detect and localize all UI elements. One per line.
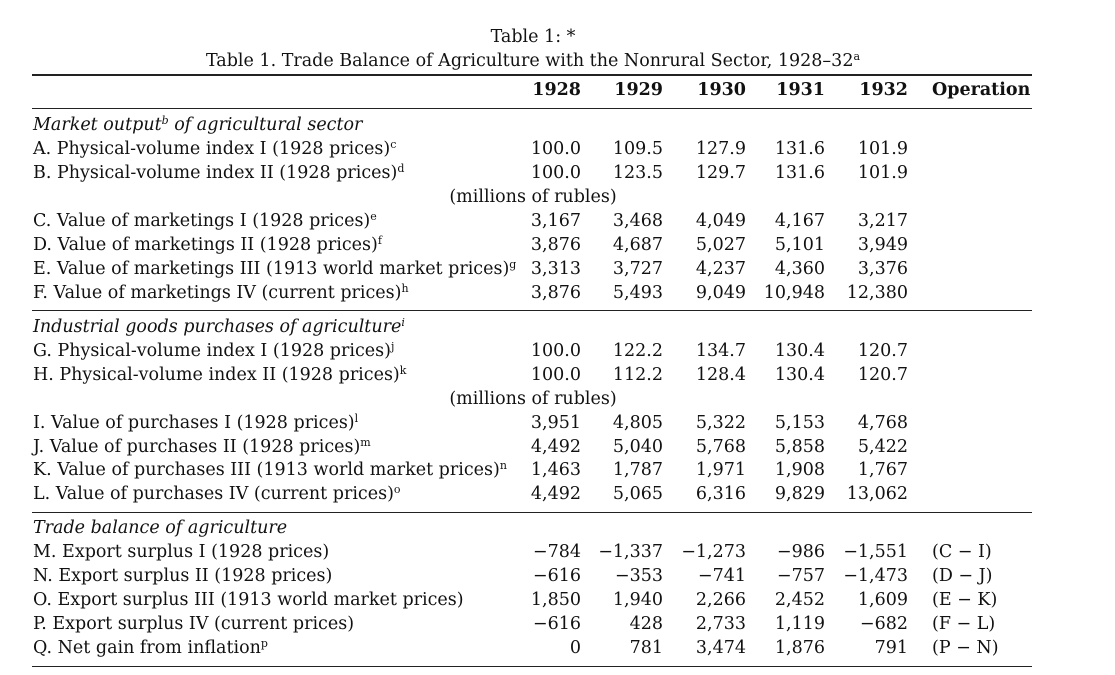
- table-row-label-text: K. Value of purchases III (1913 world market prices): [33, 460, 500, 480]
- table-row-value: 3,876: [530, 283, 581, 303]
- table-row-label: [33, 211, 377, 231]
- section-title-text: Industrial goods purchases of agriculture: [33, 317, 402, 337]
- table-row-label-text: Q. Net gain from inflation: [33, 638, 261, 658]
- section-title-label: [33, 115, 362, 135]
- table-row-value: 131.6: [774, 163, 825, 183]
- header-rule: [32, 108, 1032, 109]
- table-row-label-text: J. Value of purchases II (1928 prices): [33, 437, 361, 457]
- section-title: [0, 317, 1115, 341]
- table-row-value: 3,313: [530, 259, 581, 279]
- section-title-text: Trade balance of agriculture: [33, 518, 288, 538]
- table-row-value: 4,167: [774, 211, 825, 231]
- table-row-label-text: L. Value of purchases IV (current prices): [33, 484, 394, 504]
- table-row-label: [33, 542, 329, 562]
- table-row-label-text: B. Physical-volume index II (1928 prices): [33, 163, 398, 183]
- section-title: [0, 115, 1115, 139]
- header-row: [0, 80, 1115, 104]
- table-row-value: 3,876: [530, 235, 581, 255]
- table-row-value: 101.9: [857, 139, 908, 159]
- table-row: [0, 211, 1115, 235]
- table-row-label-text: A. Physical-volume index I (1928 prices): [33, 139, 391, 159]
- table-row-value: 100.0: [530, 365, 581, 385]
- units-note: (millions of rubles): [449, 187, 617, 207]
- table-row-label: [33, 638, 268, 658]
- table-row-value: 3,167: [530, 211, 581, 231]
- table-row: [0, 259, 1115, 283]
- table-row-value: 3,468: [612, 211, 663, 231]
- table-row: [0, 365, 1115, 389]
- table-row-label-text: O. Export surplus III (1913 world market prices): [33, 590, 464, 610]
- table-row-operation: (E − K): [932, 590, 998, 610]
- section-title: [0, 518, 1115, 542]
- table-row: [0, 437, 1115, 461]
- table-row-value: 5,101: [774, 235, 825, 255]
- table-row-label-text: I. Value of purchases I (1928 prices): [33, 413, 355, 433]
- table-row-label: [33, 283, 409, 303]
- table-row-label: [33, 235, 382, 255]
- table-row-value: 13,062: [846, 484, 908, 504]
- table-row-value: −616: [532, 566, 581, 586]
- section-title-footnote-mark: b: [161, 114, 169, 127]
- table-row: [0, 638, 1115, 662]
- header-year-1930: 1930: [697, 80, 746, 100]
- table-row-value: 5,768: [695, 437, 746, 457]
- table-row-label: [33, 259, 516, 279]
- table-row-value: 1,908: [774, 460, 825, 480]
- table-row-operation: (F − L): [932, 614, 996, 634]
- table-row: [0, 542, 1115, 566]
- table-row-value: 4,360: [774, 259, 825, 279]
- table-row-value: −1,473: [843, 566, 908, 586]
- table-row-value: 9,049: [695, 283, 746, 303]
- table-row-footnote-mark: f: [377, 234, 382, 247]
- table-row-value: 2,266: [695, 590, 746, 610]
- header-year-1931: 1931: [776, 80, 825, 100]
- table-row-label: [33, 163, 404, 183]
- section-title-text: Market output: [33, 115, 162, 135]
- table-row-label-text: N. Export surplus II (1928 prices): [33, 566, 333, 586]
- table-row-value: 5,153: [774, 413, 825, 433]
- table-row-value: 5,422: [857, 437, 908, 457]
- table-row-value: 6,316: [695, 484, 746, 504]
- table-row-value: 123.5: [612, 163, 663, 183]
- table-row-footnote-mark: h: [401, 282, 409, 295]
- table-row-operation: (C − I): [932, 542, 992, 562]
- section-title-rest: of agricultural sector: [168, 115, 363, 135]
- table-row-value: 1,609: [857, 590, 908, 610]
- table-row-value: 1,971: [695, 460, 746, 480]
- table-row-value: 3,951: [530, 413, 581, 433]
- table-row-value: 4,805: [612, 413, 663, 433]
- table-row-value: 12,380: [846, 283, 908, 303]
- section-rule-3: [32, 512, 1032, 513]
- table-row-label-text: F. Value of marketings IV (current prices): [33, 283, 402, 303]
- table-row: [0, 163, 1115, 187]
- table-row-value: 100.0: [530, 139, 581, 159]
- table-row-value: 0: [569, 638, 581, 658]
- table-row-footnote-mark: k: [399, 364, 407, 377]
- section-title-label: [33, 518, 287, 538]
- table-row-value: 3,727: [612, 259, 663, 279]
- caption-title-text: Table 1. Trade Balance of Agriculture with the Nonrural Sector, 1928–32: [205, 51, 854, 71]
- table-row-label: [33, 566, 332, 586]
- table-row-value: −1,551: [843, 542, 908, 562]
- table-row-value: −1,337: [598, 542, 663, 562]
- table-row: [0, 614, 1115, 638]
- table-row-footnote-mark: n: [499, 459, 507, 472]
- top-rule: [32, 74, 1032, 76]
- header-year-1928: 1928: [532, 80, 581, 100]
- table-row-footnote-mark: g: [509, 258, 517, 271]
- table-row-value: 100.0: [530, 341, 581, 361]
- table-row-value: 120.7: [857, 341, 908, 361]
- table-row-value: 9,829: [774, 484, 825, 504]
- table-row-label-text: M. Export surplus I (1928 prices): [33, 542, 330, 562]
- table-caption-number: Table 1: *: [490, 27, 576, 47]
- table-row-label: [33, 413, 358, 433]
- table-row-footnote-mark: m: [360, 436, 371, 449]
- table-row: [0, 341, 1115, 365]
- table-row-value: 3,474: [695, 638, 746, 658]
- table-row: [0, 139, 1115, 163]
- table-row: [0, 413, 1115, 437]
- table-row-label-text: C. Value of marketings I (1928 prices): [33, 211, 371, 231]
- caption-footnote-mark: a: [853, 50, 861, 63]
- table-row-value: 10,948: [763, 283, 825, 303]
- table-row-value: −682: [859, 614, 908, 634]
- table-row-value: 5,858: [774, 437, 825, 457]
- header-year-1932: 1932: [859, 80, 908, 100]
- table-row-label-text: E. Value of marketings III (1913 world market prices): [33, 259, 510, 279]
- table-row-value: 120.7: [857, 365, 908, 385]
- table-row-label-text: P. Export surplus IV (current prices): [33, 614, 355, 634]
- table-row-footnote-mark: j: [390, 340, 395, 353]
- table-row: [0, 283, 1115, 307]
- table-row-label-text: G. Physical-volume index I (1928 prices): [33, 341, 391, 361]
- table-row: [0, 460, 1115, 484]
- table-row-value: −986: [776, 542, 825, 562]
- table-row-value: 1,787: [612, 460, 663, 480]
- table-row-value: −353: [614, 566, 663, 586]
- table-row-value: 3,949: [857, 235, 908, 255]
- section-rule-2: [32, 310, 1032, 311]
- table-row-operation: (P − N): [932, 638, 999, 658]
- table-row-footnote-mark: d: [397, 162, 405, 175]
- table-row-value: 5,040: [612, 437, 663, 457]
- table-row-value: 4,768: [857, 413, 908, 433]
- table-row-value: 1,119: [774, 614, 825, 634]
- table-row-value: 127.9: [695, 139, 746, 159]
- table-row-value: 1,940: [612, 590, 663, 610]
- table-row-value: −757: [776, 566, 825, 586]
- table-row-value: 129.7: [695, 163, 746, 183]
- table-row-footnote-mark: p: [260, 637, 268, 650]
- table-row-value: 781: [629, 638, 663, 658]
- table-row-label-text: H. Physical-volume index II (1928 prices): [33, 365, 400, 385]
- table-row-value: 2,733: [695, 614, 746, 634]
- table-row-label: [33, 590, 464, 610]
- table-row-label: [33, 614, 354, 634]
- table-row-value: 128.4: [695, 365, 746, 385]
- table-row: [0, 566, 1115, 590]
- bottom-rule: [32, 666, 1032, 667]
- table-row-value: 5,027: [695, 235, 746, 255]
- table-row-label: [33, 139, 396, 159]
- table-row-value: 1,850: [530, 590, 581, 610]
- table-row-value: 5,065: [612, 484, 663, 504]
- table-row: [0, 484, 1115, 508]
- table-row-value: 112.2: [612, 365, 663, 385]
- table-row-value: 5,493: [612, 283, 663, 303]
- table-row-value: 109.5: [612, 139, 663, 159]
- units-note: (millions of rubles): [449, 389, 617, 409]
- table-row-value: 3,217: [857, 211, 908, 231]
- header-operation: Operation: [932, 80, 1031, 100]
- table-row: [0, 590, 1115, 614]
- table-row-value: 4,492: [530, 437, 581, 457]
- table-row-label: [33, 460, 507, 480]
- table-row-footnote-mark: c: [390, 138, 397, 151]
- table-row-footnote-mark: l: [354, 412, 359, 425]
- table-row: [0, 235, 1115, 259]
- table-row-value: 428: [629, 614, 663, 634]
- table-row-value: 4,492: [530, 484, 581, 504]
- table-row-value: −784: [532, 542, 581, 562]
- table-row-value: 101.9: [857, 163, 908, 183]
- table-row-value: 1,876: [774, 638, 825, 658]
- table-row-value: 100.0: [530, 163, 581, 183]
- table-row-value: 4,237: [695, 259, 746, 279]
- table-row-value: −1,273: [681, 542, 746, 562]
- header-year-1929: 1929: [614, 80, 663, 100]
- table-row-value: 5,322: [695, 413, 746, 433]
- table-row-value: 130.4: [774, 341, 825, 361]
- table-row-value: 4,687: [612, 235, 663, 255]
- table-row-value: 2,452: [774, 590, 825, 610]
- table-row-label: [33, 437, 371, 457]
- table-row-label: [33, 484, 401, 504]
- table-row-value: 1,767: [857, 460, 908, 480]
- table-row-value: 131.6: [774, 139, 825, 159]
- section-title-footnote-mark: i: [401, 316, 405, 329]
- table-caption-title: [0, 51, 1066, 71]
- table-row-value: 3,376: [857, 259, 908, 279]
- table-row-label: [33, 341, 394, 361]
- table-row-value: 791: [874, 638, 908, 658]
- table-row-value: 130.4: [774, 365, 825, 385]
- table-row-footnote-mark: o: [393, 483, 401, 496]
- table-row-value: −616: [532, 614, 581, 634]
- table-row-footnote-mark: e: [370, 210, 377, 223]
- section-title-label: [33, 317, 405, 337]
- table-row-label-text: D. Value of marketings II (1928 prices): [33, 235, 378, 255]
- table-row-value: −741: [697, 566, 746, 586]
- table-row-label: [33, 365, 406, 385]
- table-row-value: 4,049: [695, 211, 746, 231]
- table-row-operation: (D − J): [932, 566, 993, 586]
- table-row-value: 122.2: [612, 341, 663, 361]
- table-row-value: 1,463: [530, 460, 581, 480]
- table-row-value: 134.7: [695, 341, 746, 361]
